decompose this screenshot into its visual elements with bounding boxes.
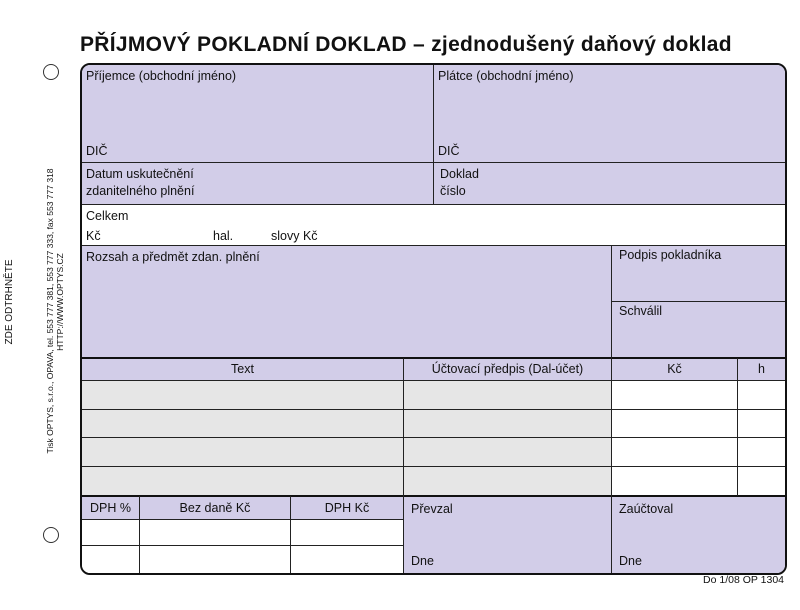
header-account: Účtovací předpis (Dal-účet) [431,362,584,376]
grid-line [82,545,403,546]
receipt-form [80,63,787,575]
payee-dic-label: DIČ [86,144,108,158]
taxable-date-label-line2: zdanitelného plnění [86,184,195,198]
received-cell[interactable] [404,497,611,573]
vat-header-row [82,497,403,519]
received-label: Převzal [411,502,453,516]
table-kc-column[interactable] [612,381,737,495]
document-title: PŘÍJMOVÝ POKLADNÍ DOKLAD – zjednodušený daňový doklad [80,33,732,56]
form-code: Do 1/08 OP 1304 [703,574,784,586]
printer-info: Tisk OPTYS, s.r.o., OPAVA, tel. 553 777 381, 553 777 333, fax 553 777 318 [45,168,55,454]
header-h: h [758,362,765,376]
printer-website: HTTP://WWW.OPTYS.CZ [55,253,65,351]
grid-line [82,409,785,410]
table-text-column[interactable] [82,381,403,495]
grid-line [82,204,785,205]
taxable-date-label-line1: Datum uskutečnění [86,167,194,181]
total-cell[interactable] [82,205,785,245]
document-number-cell[interactable] [434,163,785,204]
vat-values-row[interactable] [82,520,403,573]
vat-rate-label: DPH % [90,501,131,515]
total-hal-label: hal. [213,229,234,243]
header-kc: Kč [667,362,682,376]
payee-cell[interactable] [82,65,433,162]
table-account-column[interactable] [404,381,611,495]
payer-label: Plátce (obchodní jméno) [438,69,574,83]
vat-amount-label: DPH Kč [324,501,370,515]
grid-line [611,245,612,358]
scope-cell[interactable] [82,246,611,357]
received-date-label: Dne [411,554,434,568]
vat-base-label: Bez daně Kč [179,501,251,515]
posted-cell[interactable] [612,497,785,573]
document-label: Doklad [440,167,479,181]
taxable-date-cell[interactable] [82,163,433,204]
posted-label: Zaúčtoval [619,502,674,516]
grid-line [403,358,404,573]
grid-line [82,495,785,497]
grid-line [82,519,403,520]
payee-label: Příjemce (obchodní jméno) [86,69,237,83]
grid-line [611,301,785,302]
document-number-label: číslo [440,184,466,198]
total-kc-label: Kč [86,229,101,243]
payer-dic-label: DIČ [438,144,460,158]
grid-line [433,65,434,204]
payer-cell[interactable] [434,65,785,162]
grid-line [82,466,785,467]
scope-label: Rozsah a předmět zdan. plnění [86,250,260,264]
table-h-column[interactable] [738,381,785,495]
grid-line [611,358,612,573]
grid-line [290,496,291,573]
table-header-row [82,359,785,380]
grid-line [737,358,738,496]
tear-off-label: ZDE ODTRHNĚTE [4,259,15,345]
grid-line [82,437,785,438]
grid-line [139,496,140,573]
cashier-signature-label: Podpis pokladníka [619,248,722,262]
total-label: Celkem [86,209,129,223]
approved-cell[interactable] [612,302,785,357]
approved-label: Schválil [619,304,663,318]
total-words-label: slovy Kč [271,229,318,243]
punch-hole-top [43,64,59,80]
posted-date-label: Dne [619,554,642,568]
grid-line [82,357,785,359]
grid-line [82,380,785,381]
header-text: Text [231,362,254,376]
grid-line [82,245,785,246]
cashier-signature-cell[interactable] [612,246,785,301]
punch-hole-bottom [43,527,59,543]
